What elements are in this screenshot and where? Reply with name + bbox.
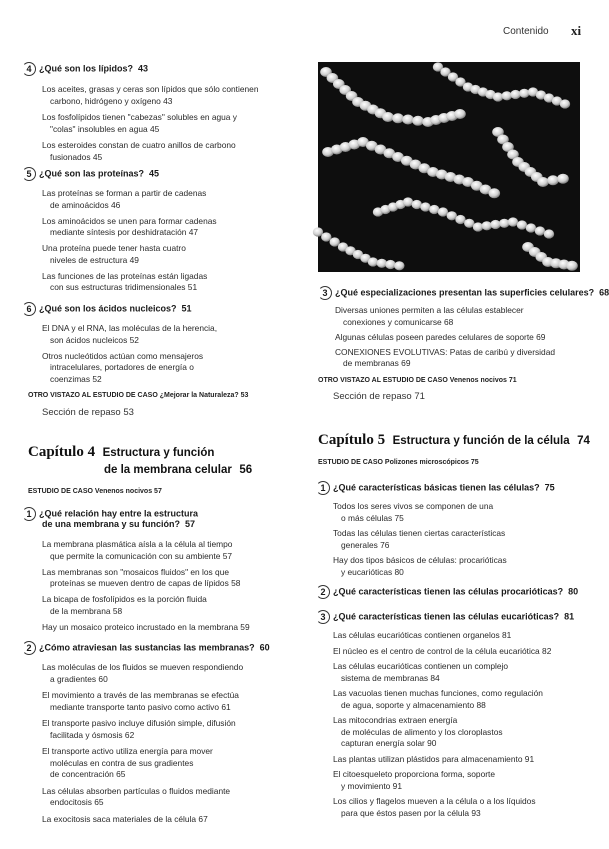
toc-entry-line: Otros nucleótidos actúan como mensajeros (42, 350, 204, 361)
toc-entry-line: Hay un mosaico proteico incrustado en la membrana 59 (42, 621, 250, 632)
section-title: ¿Qué características tienen las células procarióticas? (333, 586, 564, 597)
case-study-page: 57 (154, 488, 162, 495)
toc-entry-line: Hay dos tipos básicos de células: procarióticas (333, 555, 507, 565)
chapter-page: 74 (577, 435, 590, 447)
bacterium-cell (377, 259, 387, 268)
section-6-heading[interactable] (22, 302, 192, 316)
case-study-title: ¿Mejorar la Naturaleza? (159, 392, 239, 399)
section-number-badge: 2 (22, 641, 36, 655)
bacterium-cell (510, 90, 520, 99)
toc-entry[interactable] (42, 271, 292, 294)
toc-entry-line: Una proteína puede tener hasta cuatro (42, 243, 186, 253)
chapter-5-heading[interactable] (318, 432, 590, 449)
section-page: 51 (181, 303, 192, 314)
bacterium-cell (412, 116, 424, 126)
toc-entry[interactable] (42, 351, 292, 386)
section-5-2-heading[interactable] (316, 585, 578, 599)
toc-entry-line: Los fosfolípidos tienen "cabezas" solubles en agua y (42, 112, 237, 122)
bacterium-cell (455, 215, 465, 224)
toc-entry[interactable] (42, 84, 292, 107)
toc-entry[interactable] (335, 305, 595, 328)
section-page: 80 (568, 586, 579, 597)
toc-entry[interactable] (333, 555, 593, 578)
section-number-badge: 1 (22, 507, 36, 521)
chapter-label: Capítulo 5 (318, 432, 386, 448)
toc-entry-line: La membrana plasmática aísla a la célula al tiempo (42, 539, 233, 549)
section-page: 60 (259, 642, 270, 653)
toc-entry-line: La exocitosis saca materiales de la célula 67 (42, 813, 208, 824)
toc-entry-line: Las membranas son "mosaicos fluidos" en los que (42, 566, 230, 577)
chapter-title-line-2: de la membrana celular (104, 464, 232, 476)
bacterium-cell (382, 112, 394, 122)
toc-entry-line: de agua, soporte y almacenamiento 88 (341, 699, 486, 710)
toc-entry[interactable] (333, 646, 595, 658)
case-study-page: 53 (240, 392, 249, 399)
bacterium-cell (566, 261, 578, 271)
toc-entry[interactable] (333, 661, 595, 684)
toc-entry-line: coenzimas 52 (50, 373, 102, 384)
toc-entry-line: generales 76 (341, 539, 390, 550)
toc-entry-line: Las células eucarióticas contienen un complejo (333, 661, 509, 671)
chapter-title: Estructura y función de la célula (392, 435, 570, 447)
toc-entry[interactable] (42, 323, 292, 346)
chapter-page: 56 (239, 464, 253, 476)
section-number-badge: 3 (316, 610, 330, 624)
case-study-title: Venenos nocivos (449, 377, 507, 384)
toc-entry[interactable] (42, 112, 292, 135)
bacterium-cell (438, 207, 448, 216)
toc-entry-line: Los cilios y flagelos mueven a la célula o a los líquidos (333, 796, 536, 806)
case-study-revisit[interactable] (318, 377, 517, 384)
section-4-items (42, 84, 292, 163)
toc-entry[interactable] (335, 347, 595, 370)
section-4-1-heading-line-2 (42, 519, 195, 529)
toc-entry[interactable] (333, 528, 593, 551)
toc-entry-line: "colas" insolubles en agua 45 (50, 123, 160, 134)
section-title: ¿Qué características básicas tienen las células? (333, 482, 540, 493)
toc-entry-line: Las proteínas se forman a partir de cadenas (42, 188, 207, 198)
section-4-1-items (42, 539, 302, 633)
bacterium-cell (402, 115, 414, 125)
section-5-3-heading[interactable] (316, 610, 574, 624)
toc-entry-line: El transporte pasivo incluye difusión simple, difusión (42, 718, 236, 728)
bacterium-cell (493, 92, 503, 101)
toc-entry-line: de concentración 65 (50, 769, 126, 779)
toc-entry-line: sistema de membranas 84 (341, 672, 440, 683)
toc-entry-line: CONEXIONES EVOLUTIVAS: Patas de caribú y diversidad (335, 346, 556, 357)
toc-entry[interactable] (333, 715, 595, 750)
toc-entry-line: y movimiento 91 (341, 780, 402, 791)
review-section-link[interactable]: Sección de repaso 71 (333, 391, 425, 402)
section-number-badge: 4 (22, 62, 36, 76)
bacterium-cell (557, 174, 569, 184)
bacterium-cell (420, 202, 430, 211)
toc-entry-line: y eucarióticas 80 (341, 566, 404, 577)
toc-entry[interactable] (42, 690, 302, 713)
section-6-items (42, 323, 292, 385)
toc-entry-line: conexiones y comunicarse 68 (343, 316, 454, 327)
toc-entry-line: Las moléculas de los fluidos se mueven respondiendo (42, 662, 244, 672)
toc-entry-line: endocitosis 65 (50, 797, 104, 807)
toc-entry[interactable] (42, 539, 302, 562)
toc-entry-line: Algunas células poseen paredes celulares de soporte 69 (335, 331, 546, 342)
running-header-section: Contenido (503, 26, 549, 37)
section-title: ¿Qué son los ácidos nucleicos? (39, 303, 177, 314)
case-study-page: 75 (470, 459, 479, 466)
toc-entry[interactable] (42, 746, 302, 781)
section-5-1-items (333, 501, 593, 578)
toc-entry[interactable] (333, 688, 595, 711)
section-title: ¿Qué son las proteínas? (39, 168, 145, 179)
section-page: 43 (138, 63, 149, 74)
toc-entry-line: Todos los seres vivos se componen de una (333, 501, 494, 511)
section-5-1-heading[interactable] (316, 481, 555, 495)
bacterium-cell (385, 260, 395, 269)
chapter-4-heading[interactable] (28, 444, 214, 461)
toc-entry-line: El DNA y el RNA, las moléculas de la herencia, (42, 323, 218, 333)
toc-entry[interactable] (42, 718, 302, 741)
toc-entry[interactable] (335, 332, 595, 344)
section-page: 81 (564, 611, 575, 622)
toc-entry-line: mediante síntesis por deshidratación 47 (50, 227, 199, 237)
section-title: ¿Cómo atraviesan las sustancias las membranas? (39, 642, 255, 653)
section-number-badge: 3 (318, 286, 332, 300)
section-4-heading[interactable] (22, 62, 148, 76)
toc-entry[interactable] (333, 630, 595, 642)
section-title-line-2: de una membrana y su función? (42, 519, 181, 529)
toc-entry[interactable] (42, 786, 302, 809)
section-title-line-1: ¿Qué relación hay entre la estructura (39, 508, 199, 519)
toc-entry[interactable] (42, 188, 292, 211)
case-study-revisit[interactable] (28, 392, 248, 399)
toc-entry[interactable] (42, 594, 302, 617)
case-study-label: ESTUDIO DE CASO (318, 459, 383, 466)
bacterium-cell (517, 220, 527, 229)
chapter-4-case-study[interactable] (28, 488, 162, 495)
toc-entry-line: Las funciones de las proteínas están ligadas (42, 270, 208, 281)
section-page: 68 (599, 287, 609, 298)
bacterium-cell (490, 220, 500, 229)
chapter-label: Capítulo 4 (28, 444, 96, 460)
toc-entry-line: Las células absorben partículas o fluidos mediante (42, 785, 231, 796)
bacterium-cell (473, 222, 483, 231)
bacterium-cell (535, 226, 545, 235)
toc-entry-line: Diversas uniones permiten a las células establecer (335, 305, 524, 315)
toc-entry[interactable] (333, 501, 593, 524)
case-study-label: ESTUDIO DE CASO (28, 488, 93, 495)
review-section-link[interactable]: Sección de repaso 53 (42, 407, 134, 418)
bacterium-cell (544, 229, 554, 238)
bacterium-cell (499, 219, 509, 228)
case-study-title: Venenos nocivos (94, 488, 153, 495)
toc-entry-line: capturan energía solar 90 (341, 738, 437, 748)
chapter-4-heading-line-2 (104, 461, 252, 478)
bacterium-cell (489, 188, 501, 198)
bacterium-cell (392, 113, 404, 123)
toc-entry-line: El citoesqueleto proporciona forma, soporte (333, 769, 496, 779)
bacterium-cell (403, 197, 413, 206)
toc-entry-line: que permite la comunicación con su ambiente 57 (50, 550, 233, 561)
case-study-page: 71 (508, 377, 517, 384)
toc-entry-line: mediante transporte tanto pasivo como activo 61 (50, 701, 231, 712)
toc-entry-line: Los aminoácidos se unen para formar cadenas (42, 215, 217, 226)
bacterium-cell (560, 99, 570, 108)
bacterium-cell (502, 91, 512, 100)
toc-entry-line: de la membrana 58 (50, 605, 123, 616)
bacteria-chains-image (318, 62, 580, 272)
section-number-badge: 2 (316, 585, 330, 599)
chapter-title-line-1: Estructura y función (102, 447, 215, 459)
toc-entry[interactable] (333, 769, 595, 792)
bacterium-cell (547, 175, 559, 185)
bacterium-cell (526, 223, 536, 232)
toc-entry[interactable] (42, 622, 302, 634)
toc-entry-line: con sus estructuras tridimensionales 51 (50, 282, 198, 292)
bacterium-cell (508, 217, 518, 226)
toc-entry-line: Las plantas utilizan plástidos para almacenamiento 91 (333, 753, 535, 764)
toc-entry[interactable] (42, 140, 292, 163)
bacterium-cell (537, 177, 549, 187)
toc-entry[interactable] (42, 814, 302, 826)
toc-entry[interactable] (42, 216, 292, 239)
section-5-items (42, 188, 292, 294)
toc-entry-line: El movimiento a través de las membranas se efectúa (42, 690, 239, 700)
bacterium-cell (519, 89, 529, 98)
toc-entry-line: El núcleo es el centro de control de la célula eucariótica 82 (333, 645, 552, 656)
toc-entry-line: para que éstos pasen por la célula 93 (341, 807, 481, 818)
section-4-2-heading[interactable] (22, 641, 270, 655)
toc-entry-line: moléculas en contra de sus gradientes (50, 757, 194, 768)
toc-entry[interactable] (333, 754, 595, 766)
section-page: 57 (185, 519, 196, 529)
toc-entry-line: son ácidos nucleicos 52 (50, 334, 139, 345)
section-title: ¿Qué son los lípidos? (39, 63, 134, 74)
section-number-badge: 6 (22, 302, 36, 316)
toc-entry-line: proteínas se mueven dentro de capas de lípidos 58 (50, 578, 241, 588)
toc-entry-line: o más células 75 (341, 512, 404, 523)
section-title: ¿Qué características tienen las células eucarióticas? (333, 611, 560, 622)
toc-entry-line: de aminoácidos 46 (50, 199, 121, 210)
toc-entry-line: fusionados 45 (50, 151, 103, 162)
toc-entry-line: Las células eucarióticas contienen organelos 81 (333, 630, 512, 640)
toc-entry-line: Los esteroides constan de cuatro anillos de carbono (42, 140, 236, 150)
toc-entry-line: carbono, hidrógeno y oxígeno 43 (50, 95, 173, 106)
toc-entry-line: facilitada y ósmosis 62 (50, 729, 135, 740)
page-number: xi (571, 23, 582, 38)
case-study-label: OTRO VISTAZO AL ESTUDIO DE CASO (28, 392, 158, 399)
toc-entry[interactable] (42, 662, 302, 685)
bacterium-cell (368, 257, 378, 266)
case-study-title: Polizones microscópicos (384, 459, 469, 466)
toc-entry-line: Las vacuolas tienen muchas funciones, como regulación (333, 688, 543, 698)
section-number-badge: 1 (316, 481, 330, 495)
toc-entry[interactable] (42, 243, 292, 266)
toc-entry-line: intracelulares, portadores de energía o (50, 362, 194, 372)
toc-entry-line: Todas las células tienen ciertas características (333, 528, 506, 538)
toc-entry-line: de membranas 69 (343, 358, 411, 368)
section-title: ¿Qué especializaciones presentan las superficies celulares? (335, 287, 595, 298)
section-4-3-heading[interactable] (318, 286, 609, 300)
case-study-label: OTRO VISTAZO AL ESTUDIO DE CASO (318, 377, 448, 384)
bacterium-cell (394, 261, 404, 270)
toc-entry-line: Las mitocondrias extraen energía (333, 715, 458, 725)
toc-entry-line: niveles de estructura 49 (50, 254, 139, 265)
bacterium-cell (454, 109, 466, 119)
toc-entry-line: La bicapa de fosfolípidos es la porción fluida (42, 594, 207, 604)
section-4-2-items (42, 662, 302, 825)
chapter-5-case-study[interactable] (318, 459, 479, 466)
toc-entry-line: El transporte activo utiliza energía para mover (42, 746, 213, 756)
section-number-badge: 5 (22, 167, 36, 181)
section-4-3-items (335, 305, 595, 370)
section-5-heading[interactable] (22, 167, 159, 181)
section-page: 75 (544, 482, 555, 493)
toc-entry-line: a gradientes 60 (50, 673, 108, 684)
toc-entry-line: de moléculas de alimento y los cloroplastos (341, 726, 503, 737)
section-page: 45 (149, 168, 160, 179)
bacteria-micrograph (318, 62, 580, 272)
section-5-3-items (333, 630, 595, 819)
toc-entry[interactable] (42, 567, 302, 590)
toc-entry-line: Los aceites, grasas y ceras son lípidos que sólo contienen (42, 84, 259, 94)
toc-entry[interactable] (333, 796, 595, 819)
bacterium-cell (482, 221, 492, 230)
